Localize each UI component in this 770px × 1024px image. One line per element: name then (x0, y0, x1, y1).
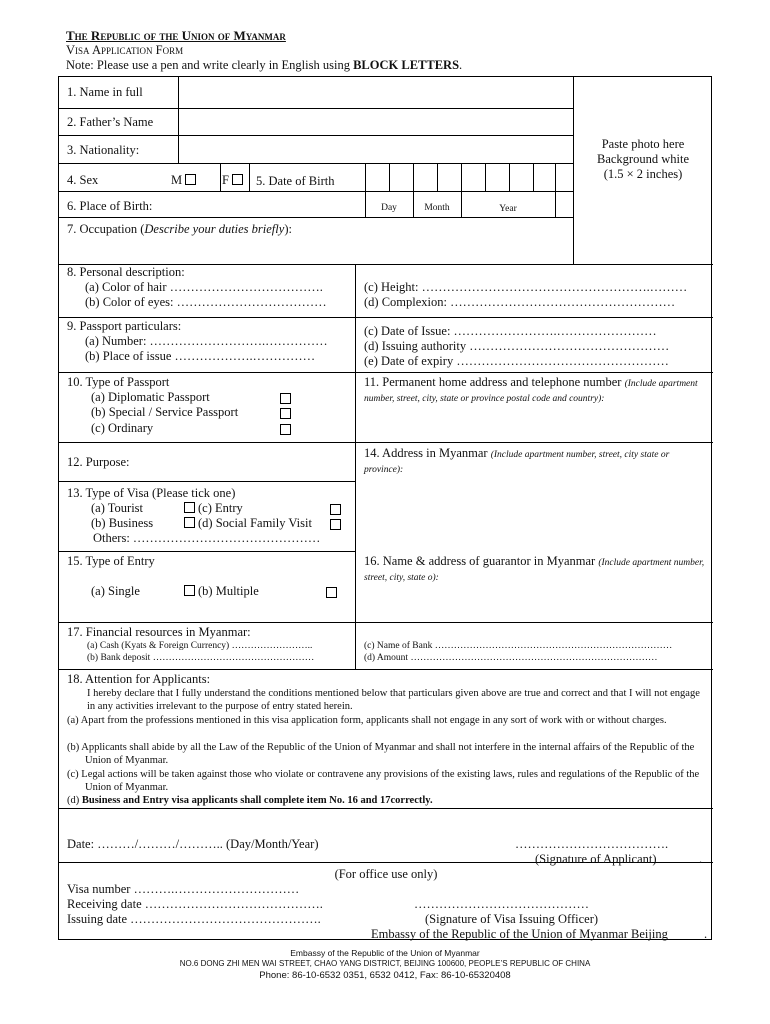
date-of-issue-field[interactable]: (c) Date of Issue: …………………….…………………… (364, 324, 657, 338)
checkbox-icon[interactable] (326, 587, 337, 598)
checkbox-icon (184, 502, 195, 513)
multiple-option[interactable]: (b) Multiple (181, 584, 259, 599)
footer-address: NO.6 DONG ZHI MEN WAI STREET, CHAO YANG DISTRICT, BEIJING 100600, PEOPLE’S REPUBLIC OF CHINA (179, 959, 591, 968)
diplomatic-option: (a) Diplomatic Passport (91, 390, 210, 404)
form-note: Note: Please use a pen and write clearly in English using BLOCK LETTERS. (66, 58, 463, 72)
year-label: Year (499, 204, 517, 214)
signature-line[interactable]: ………………………………. (515, 837, 669, 851)
issuing-authority-field[interactable]: (d) Issuing authority ………………………………………… (364, 339, 670, 353)
receiving-date-field[interactable]: Receiving date ……………………………………. (67, 897, 323, 911)
dob-label: 5. Date of Birth (256, 174, 335, 188)
checkbox-icon (232, 174, 243, 185)
officer-signature-label: (Signature of Visa Issuing Officer) (425, 912, 599, 926)
checkbox-icon (185, 174, 196, 185)
visa-type-label: 13. Type of Visa (Please tick one) (67, 486, 236, 500)
checkbox-icon[interactable] (330, 504, 341, 515)
application-form: Paste photo here Background white (1.5 × 2 inches) 1. Name in full 2. Father’s Name 3. Nationality: 4. Sex M F 5. Date of Birth 6. Place of Birth: Day Month Year 7. Occupation (Describe your duties briefly): 8. Personal description: (a) Color of hair ………………………………. (b) Color of eyes: ……………………………… (c) Height: ……………………………………………….……… (d) Complexion: ……………………………………………… 9. Passport particulars: (a) Number: ……………………….…………… (b) Place of issue ……………….…………… (c) Date of Issue: …………………….…………………… (d) Issuing authority ………………………………………… (e) Date of expiry …………………………………………… 10. Type of Passport (a) Diplomatic Passport (b) Special / Service Passport (c) Ordinary 11. Permanent home address and telephone number (Include apartment number, street, city, state or province postal code and country): 12. Purpose: 14. Address in Myanmar (Include apartment number, street, city state or province): 13. Type of Visa (Please tick one) (a) Tourist (b) Business (c) Entry (d) Social Family Visit Others: ……………………………………… 15. Type of Entry (a) Single (b) Multiple 16. Name & address of guarantor in Myanmar (Include apartment number, street, city, state o): 17. Financial resources in Myanmar: (a) Cash (Kyats & Foreign Currency) …………………….. (b) Bank deposit …………………………………………… (c) Name of Bank ………………………………………………………………… (d) Amount …………………………………………………………………… 18. Attention for Applicants: I hereby declare that I fully understand the conditions mentioned below that particulars given above are true and correct and that I will not engage in any activities irrelevant to the purpose of entry stated herein. (a) Apart from the professions mentioned in this visa application form, applicants shall not engage in any sort of work with or without charges. (b) Applicants shall abide by all the Law of the Republic of the Union of Myanmar and shall not interfere in the internal affairs of the Republic of the Union of Myanmar. (c) Legal actions will be taken against those who violate or contravene any provisions of the existing laws, rules and regulations of the Republic of the Union of Myanmar. (d) Business and Entry visa applicants shall complete item No. 16 and 17correctly. Date: ………/………/……….. (Day/Month/Year) ………………………………. (Signature of Applicant) . (For office use only) Visa number ……….………………………… Receiving date ……………………………………. Issuing date ………………………………………. …………………………………… (Signature of Visa Issuing Officer) Embassy of the Republic of the Union of Myanmar Beijing . (58, 76, 712, 940)
sex-female-option[interactable]: F (222, 173, 246, 188)
condition-c: (c) Legal actions will be taken against those who violate or contravene any provisions of the existing laws, rules and regulations of the Republic of the Union of Myanmar. (67, 769, 700, 793)
condition-b: (b) Applicants shall abide by all the Law of the Republic of the Union of Myanmar and shall not interfere in the internal affairs of the Republic of the Union of Myanmar. (67, 742, 695, 766)
bank-deposit-field[interactable]: (b) Bank deposit …………………………………………… (87, 653, 315, 663)
visa-number-field[interactable]: Visa number ……….………………………… (67, 882, 300, 896)
eye-color-field[interactable]: (b) Color of eyes: ……………………………… (85, 295, 327, 309)
footer-phone: Phone: 86-10-6532 0351, 6532 0412, Fax: 86-10-65320408 (259, 970, 511, 981)
checkbox-icon (184, 585, 195, 596)
month-label: Month (424, 203, 450, 213)
nationality-label: 3. Nationality: (67, 143, 140, 157)
issuing-date-field[interactable]: Issuing date ………………………………………. (67, 912, 321, 926)
others-field[interactable]: Others: ……………………………………… (93, 531, 321, 545)
father-name-label: 2. Father’s Name (67, 115, 154, 129)
tourist-option: (a) Tourist (91, 501, 144, 515)
myanmar-address-label: 14. Address in Myanmar (Include apartment number, street, city state or province): (364, 446, 670, 475)
sex-label: 4. Sex (67, 173, 99, 187)
height-field[interactable]: (c) Height: ……………………………………………….……… (364, 280, 688, 294)
applicant-signature-label: (Signature of Applicant) (535, 852, 657, 866)
occupation-label: 7. Occupation (Describe your duties briefly): (67, 222, 292, 236)
special-option: (b) Special / Service Passport (91, 405, 239, 419)
single-option: (a) Single (91, 584, 140, 598)
purpose-label: 12. Purpose: (67, 455, 130, 469)
ordinary-option: (c) Ordinary (91, 421, 154, 435)
officer-signature-line[interactable]: …………………………………… (414, 897, 589, 911)
place-of-birth-label: 6. Place of Birth: (67, 199, 153, 213)
day-label: Day (381, 203, 397, 213)
bank-name-field[interactable]: (c) Name of Bank ………………………………………………………………… (364, 641, 673, 651)
place-of-issue-field[interactable]: (b) Place of issue ……………….…………… (85, 349, 316, 363)
name-label: 1. Name in full (67, 85, 143, 99)
amount-field[interactable]: (d) Amount …………………………………………………………………… (364, 653, 658, 663)
attention-label: 18. Attention for Applicants: (67, 672, 211, 686)
form-subtitle: Visa Application Form (66, 43, 184, 57)
checkbox-icon[interactable] (330, 519, 341, 530)
complexion-field[interactable]: (d) Complexion: ……………………………………………… (364, 295, 676, 309)
form-header (66, 28, 716, 73)
entry-option[interactable]: (c) Entry (181, 501, 243, 516)
checkbox-icon (184, 517, 195, 528)
date-field[interactable]: Date: ………/………/……….. (Day/Month/Year) (67, 837, 319, 851)
passport-type-label: 10. Type of Passport (67, 375, 170, 389)
entry-type-label: 15. Type of Entry (67, 554, 155, 568)
photo-placeholder[interactable]: Paste photo here Background white (1.5 × 2 inches) (597, 137, 689, 181)
social-option[interactable]: (d) Social Family Visit (181, 516, 312, 531)
form-title: The Republic of the Union of Myanmar (66, 28, 286, 43)
date-of-expiry-field[interactable]: (e) Date of expiry …………………………………………… (364, 354, 669, 368)
personal-description-label: 8. Personal description: (67, 265, 185, 279)
office-use-label: (For office use only) (334, 867, 438, 881)
financial-label: 17. Financial resources in Myanmar: (67, 625, 251, 639)
footer-embassy: Embassy of the Republic of the Union of Myanmar (290, 948, 480, 958)
home-address-label: 11. Permanent home address and telephone number (Include apartment number, street, city, state or province postal code and country): (364, 375, 698, 404)
declaration-text: I hereby declare that I fully understand the conditions mentioned below that particulars given above are true and correct and that I will not engage in any activities irrelevant to the purpose of entry stated herein. (87, 688, 700, 712)
checkbox-icon[interactable] (280, 393, 291, 404)
condition-a: (a) Apart from the professions mentioned in this visa application form, applicants shall not engage in any sort of work with or without charges. (67, 715, 667, 726)
checkbox-icon[interactable] (280, 408, 291, 419)
checkbox-icon[interactable] (280, 424, 291, 435)
guarantor-label: 16. Name & address of guarantor in Myanmar (Include apartment number, street, city, state o): (364, 554, 705, 583)
embassy-signature-label: Embassy of the Republic of the Union of Myanmar Beijing (371, 927, 668, 941)
condition-d: (d) Business and Entry visa applicants shall complete item No. 16 and 17correctly. (67, 795, 433, 806)
sex-male-option[interactable]: M (171, 173, 199, 188)
cash-field[interactable]: (a) Cash (Kyats & Foreign Currency) …………………….. (87, 641, 313, 651)
passport-number-field[interactable]: (a) Number: ……………………….…………… (85, 334, 328, 348)
hair-color-field[interactable]: (a) Color of hair ………………………………. (85, 280, 323, 294)
business-option: (b) Business (91, 516, 154, 530)
passport-label: 9. Passport particulars: (67, 319, 182, 333)
